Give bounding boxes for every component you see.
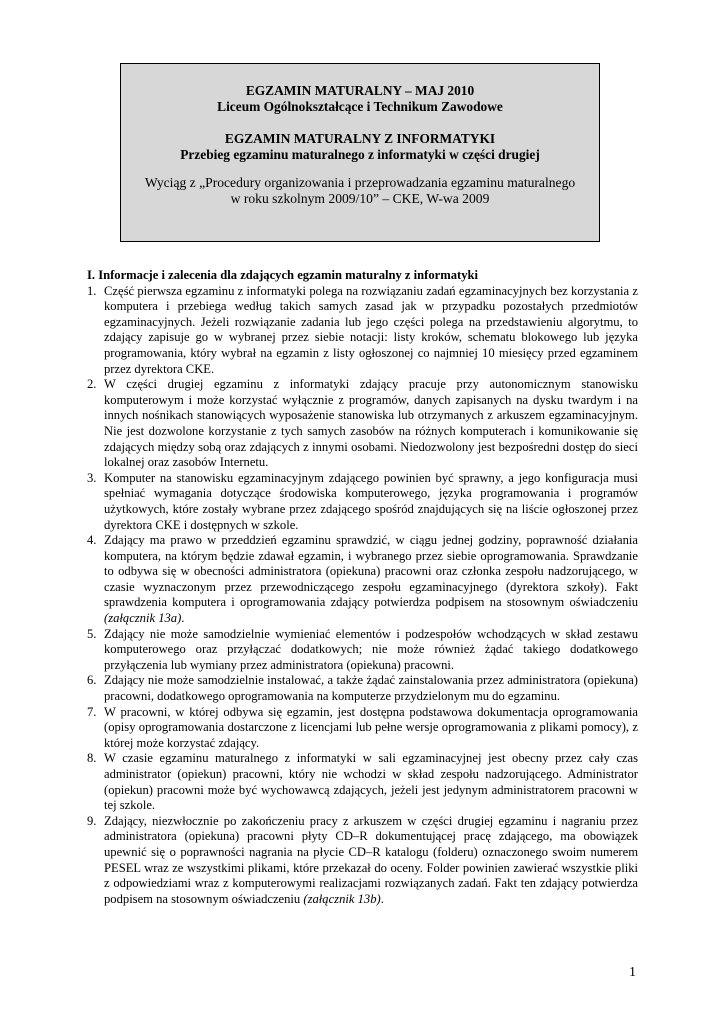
instructions-list <box>87 284 638 908</box>
item-text: Zdający ma prawo w przeddzień egzaminu sprawdzić, w ciągu jednej godziny, poprawność działania komputera, na którym będzie zdawał egzamin, i wybranego przez siebie oprogramowania. Sprawdzanie to odbywa się w obecności administratora (opiekuna) pracowni oraz członka zespołu nadzorującego, w czasie wyznaczonym przez przewodniczącego zespołu egzaminacyjnego (dyrektora szkoły). Fakt sprawdzenia komputera i oprogramowania zdający potwierdza podpisem na stosownym oświadczeniu <box>104 533 638 610</box>
list-item <box>87 627 638 674</box>
item-text-end: . <box>181 611 185 626</box>
item-number: 1. <box>87 283 97 298</box>
item-number: 4. <box>87 533 97 548</box>
subject-title: EGZAMIN MATURALNY Z INFORMATYKI <box>224 131 496 146</box>
item-number: 8. <box>87 751 97 766</box>
list-item <box>87 751 638 813</box>
list-item <box>87 814 638 908</box>
exam-title: EGZAMIN MATURALNY – MAJ 2010 <box>245 83 475 98</box>
item-text: Część pierwsza egzaminu z informatyki polega na rozwiązaniu zadań egzaminacyjnych bez korzystania z komputera i przebiega według takich samych zasad jak w przypadku pozostałych przedmiotów egzaminacyjnych. Jeżeli rozwiązanie zadania lub jego części polega na przedstawieniu algorytmu, to zdający zapisuje go w wybranej przez siebie notacji: listy kroków, schematu blokowego lub języka programowania, który wybrał na egzamin z listy ogłoszonej co najmniej 10 miesięcy przed egzaminem przez dyrektora CKE. <box>104 283 638 376</box>
list-item <box>87 377 638 471</box>
attachment-reference: (załącznik 13b) <box>303 891 381 906</box>
item-text: W pracowni, w której odbywa się egzamin, jest dostępna podstawowa dokumentacja oprogramowania (opisy oprogramowania dostarczone z licencjami lub pełne wersje oprogramowania z plikami pomocy), z której może korzystać zdający. <box>104 704 638 750</box>
school-type: Liceum Ogólnokształcące i Technikum Zawodowe <box>217 99 503 114</box>
item-text: Zdający nie może samodzielnie instalować, a także żądać zainstalowania przez administratora (opiekuna) pracowni, dodatkowego oprogramowania na komputerze przydzielonym mu do egzaminu. <box>104 673 638 704</box>
source-line-1: Wyciąg z „Procedury organizowania i przeprowadzania egzaminu maturalnego <box>144 175 576 190</box>
list-item <box>87 284 638 378</box>
item-number: 2. <box>87 377 97 392</box>
item-number: 7. <box>87 704 97 719</box>
list-item <box>87 705 638 752</box>
item-text: Zdający nie może samodzielnie wymieniać elementów i podzespołów wchodzących w skład zestawu komputerowego oraz przyłączać dodatkowych; nie może również żądać takiego dodatkowego przyłączenia lub wymiany przez administratora (opiekuna) pracowni. <box>104 626 638 672</box>
section-title: I. Informacje i zalecenia dla zdających egzamin maturalny z informatyki <box>87 268 479 282</box>
item-text: Zdający, niezwłocznie po zakończeniu pracy z arkuszem w części drugiej egzaminu i nagraniu przez administratora (opiekuna) pracowni płyty CD–R dokumentującej pracę zdającego, ma obowiązek upewnić się o poprawności nagrania na płycie CD–R katalogu (folderu) oznaczonego swoim numerem PESEL wraz ze wszystkimi plikami, które przekazał do oceny. Folder powinien zawierać wszystkie pliki z odpowiedziami wraz z komputerowymi realizacjami rozwiązanych zadań. Fakt ten zdający potwierdza podpisem na stosownym oświadczeniu <box>104 813 638 906</box>
document-body <box>87 268 638 907</box>
page-number: 1 <box>629 965 636 980</box>
item-number: 9. <box>87 813 97 828</box>
item-number: 6. <box>87 673 97 688</box>
list-item <box>87 673 638 704</box>
source-line-2: w roku szkolnym 2009/10” – CKE, W-wa 2009 <box>230 191 490 206</box>
list-item <box>87 533 638 627</box>
item-text: W części drugiej egzaminu z informatyki zdający pracuje przy autonomicznym stanowisku komputerowym i może korzystać wyłącznie z programów, danych zapisanych na dysku twardym i na innych nośnikach stanowiących wyposażenie stanowiska lub otrzymanych z arkuszem egzaminacyjnym. Nie jest dozwolone korzystanie z tych samych zasobów na różnych komputerach i komunikowanie się zdających między sobą oraz zdających z innymi osobami. Niedozwolony jest bezpośredni dostęp do sieci lokalnej oraz zasobów Internetu. <box>104 377 638 470</box>
item-number: 3. <box>87 470 97 485</box>
list-item <box>87 471 638 533</box>
header-box <box>120 63 600 242</box>
item-number: 5. <box>87 626 97 641</box>
subject-subtitle: Przebieg egzaminu maturalnego z informatyki w części drugiej <box>180 147 540 162</box>
item-text: W czasie egzaminu maturalnego z informatyki w sali egzaminacyjnej jest obecny przez cały czas administrator (opiekun) pracowni, który nie wchodzi w skład zespołu nadzorującego. Administrator (opiekun) pracowni może być wychowawcą zdających, jeżeli jest jedynym administratorem pracowni w tej szkole. <box>104 751 638 813</box>
attachment-reference: (załącznik 13a) <box>104 611 182 626</box>
item-text-end: . <box>380 891 384 906</box>
item-text: Komputer na stanowisku egzaminacyjnym zdającego powinien być sprawny, a jego konfiguracja musi spełniać wymagania dotyczące środowiska komputerowego, języka programowania i programów użytkowych, które zostały wybrane przez zdającego spośród znajdujących się na liście ogłoszonej przez dyrektora CKE i dostępnych w szkole. <box>104 470 638 532</box>
